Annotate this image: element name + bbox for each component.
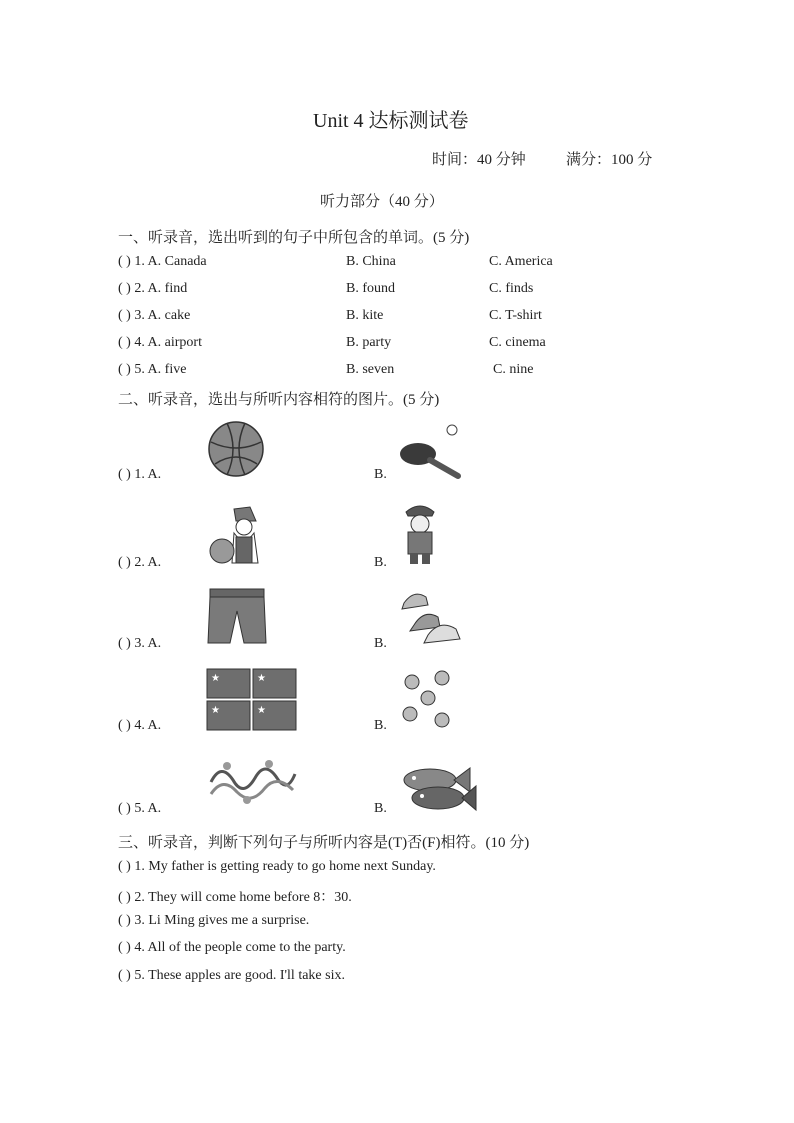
section1-heading: 一、听录音，选出听到的句子中所包含的单词。(5 分) [118,230,470,246]
basketball-image [207,420,265,478]
s1-q5: ( ) 5. A. five [118,362,187,377]
section2-heading: 二、听录音，选出与所听内容相符的图片。(5 分) [118,392,440,408]
santa-claus-image [206,503,270,567]
s1-q1: ( ) 1. A. Canada [118,254,207,269]
svg-text:★: ★ [211,705,220,716]
ping-pong-image [398,422,464,480]
shorts-image [206,587,268,647]
s3-q3: ( ) 3. Li Ming gives me a surprise. [118,913,310,928]
exam-full-score: 满分：100 分 [566,152,653,168]
s1-q4-option-b: B. party [346,335,392,350]
s1-q4-option-c: C. cinema [489,335,546,350]
s3-q5: ( ) 5. These apples are good. I'll take six. [118,968,345,983]
section3-heading: 三、听录音，判断下列句子与所听内容是(T)否(F)相符。(10 分) [118,835,530,851]
s1-q1-option-b: B. China [346,254,396,269]
s1-q2-option-b: B. found [346,281,395,296]
s2-q5-option-b: B. [374,801,387,816]
s1-q4: ( ) 4. A. airport [118,335,202,350]
s2-q1-option-b: B. [374,467,387,482]
s2-q4: ( ) 4. A. [118,718,162,733]
s1-q2-option-c: C. finds [489,281,534,296]
s2-q2: ( ) 2. A. [118,555,162,570]
dragon-pattern-image [207,752,297,808]
s1-q5-option-b: B. seven [346,362,395,377]
s1-q1-option-c: C. America [489,254,553,269]
listening-section-header: 听力部分（40 分） [320,194,444,210]
exam-time: 时间：40 分钟 [432,152,526,168]
s2-q3: ( ) 3. A. [118,636,162,651]
s1-q3-option-b: B. kite [346,308,384,323]
s2-q1: ( ) 1. A. [118,467,162,482]
s1-q2: ( ) 2. A. find [118,281,188,296]
s2-q3-option-b: B. [374,636,387,651]
s3-q4: ( ) 4. All of the people come to the party. [118,940,346,955]
dragon-flowers-image [398,668,460,734]
fish-image [400,760,478,816]
s3-q2: ( ) 2. They will come home before 8：30. [118,890,352,905]
policeman-image [400,500,440,566]
s1-q3-option-c: C. T-shirt [489,308,542,323]
s2-q2-option-b: B. [374,555,387,570]
svg-text:★: ★ [211,673,220,684]
page-title: Unit 4 达标测试卷 [313,110,469,132]
s1-q5-option-c: C. nine [493,362,534,377]
caps-image [398,585,464,647]
svg-text:★: ★ [257,673,266,684]
s2-q5: ( ) 5. A. [118,801,162,816]
svg-text:★: ★ [257,705,266,716]
s3-q1: ( ) 1. My father is getting ready to go home next Sunday. [118,859,436,874]
chinese-flags-image [207,669,297,731]
s1-q3: ( ) 3. A. cake [118,308,191,323]
s2-q4-option-b: B. [374,718,387,733]
